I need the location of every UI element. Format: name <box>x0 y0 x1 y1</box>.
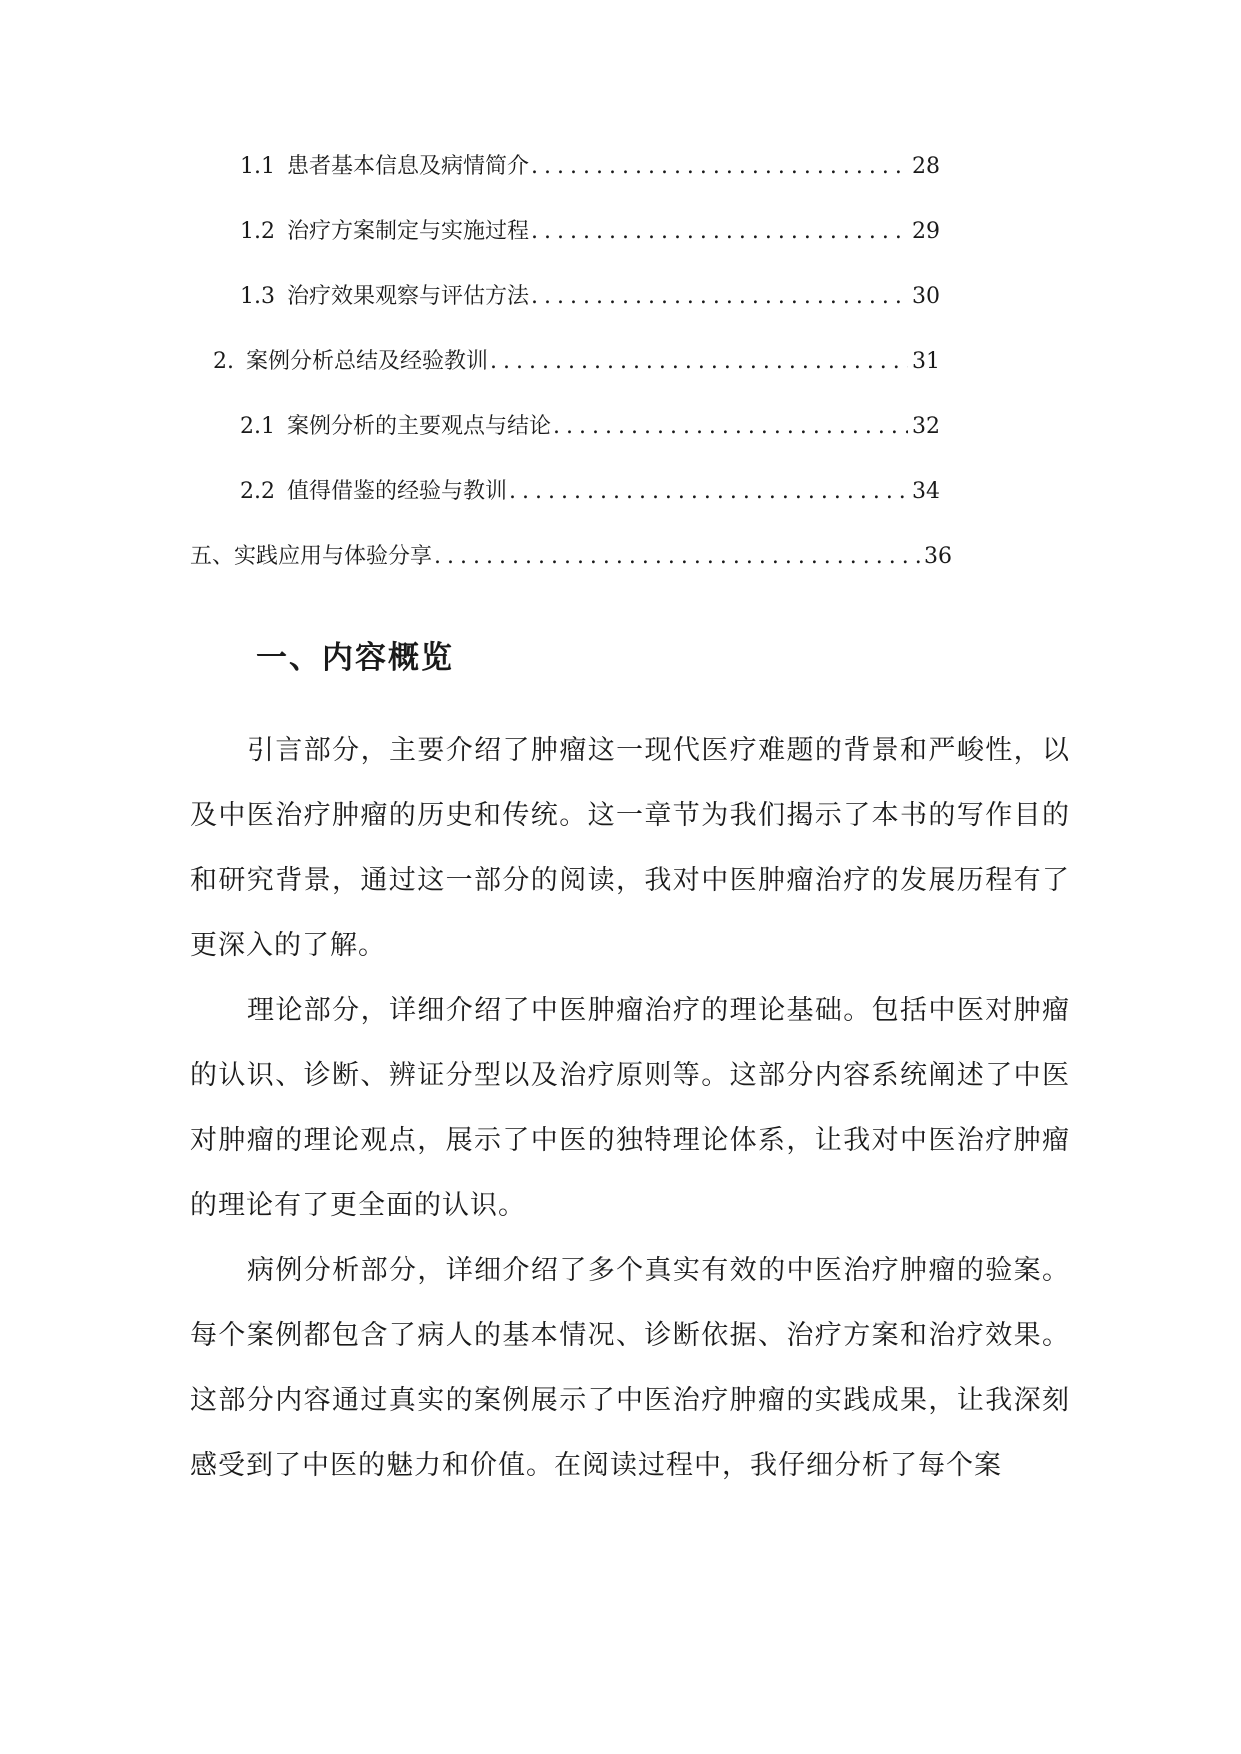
toc-entry[interactable] <box>190 542 952 572</box>
toc-dot-leader <box>551 412 908 442</box>
toc-entry-page: 28 <box>912 154 940 179</box>
toc-entry-page: 30 <box>912 284 940 309</box>
toc-entry-page: 34 <box>912 479 940 504</box>
toc-entry-number: 1.1 <box>240 154 275 179</box>
toc-entry[interactable] <box>240 412 940 442</box>
toc-dot-leader <box>488 347 908 377</box>
toc-entry[interactable] <box>240 282 940 312</box>
toc-entry-number: 1.3 <box>240 284 275 309</box>
toc-entry-title: 案例分析的主要观点与结论 <box>287 414 552 439</box>
toc-dot-leader <box>529 282 908 312</box>
toc-dot-leader <box>529 217 908 247</box>
section-body <box>190 718 1070 1498</box>
toc-entry[interactable] <box>240 477 940 507</box>
toc-entry-title: 案例分析总结及经验教训 <box>246 349 489 374</box>
toc-entry-page: 36 <box>924 544 952 569</box>
paragraph: 理论部分，详细介绍了中医肿瘤治疗的理论基础。包括中医对肿瘤的认识、诊断、辨证分型以及治疗原则等。这部分内容系统阐述了中医对肿瘤的理论观点，展示了中医的独特理论体系，让我对中医治疗肿瘤的理论有了更全面的认识。 <box>190 995 1070 1221</box>
paragraph: 病例分析部分，详细介绍了多个真实有效的中医治疗肿瘤的验案。每个案例都包含了病人的基本情况、诊断依据、治疗方案和治疗效果。这部分内容通过真实的案例展示了中医治疗肿瘤的实践成果，让我深刻感受到了中医的魅力和价值。在阅读过程中，我仔细分析了每个案 <box>190 1255 1070 1481</box>
toc-entry-page: 29 <box>912 219 940 244</box>
toc-entry-number: 2. <box>213 349 234 374</box>
toc-dot-leader <box>507 477 908 507</box>
toc-entry[interactable] <box>213 347 940 377</box>
toc-entry-title: 值得借鉴的经验与教训 <box>287 479 508 504</box>
toc-dot-leader <box>529 152 908 182</box>
toc-entry[interactable] <box>240 152 940 182</box>
toc-entry-page: 32 <box>912 414 940 439</box>
toc-entry[interactable] <box>240 217 940 247</box>
toc-entry-number: 2.2 <box>240 479 275 504</box>
toc-entry-page: 31 <box>912 349 940 374</box>
toc-entry-title: 患者基本信息及病情简介 <box>287 154 530 179</box>
section-heading: 一、内容概览 <box>256 640 454 676</box>
toc-entry-title: 五、实践应用与体验分享 <box>190 544 433 569</box>
toc-entry-number: 1.2 <box>240 219 275 244</box>
toc-entry-title: 治疗方案制定与实施过程 <box>287 219 530 244</box>
toc-entry-number: 2.1 <box>240 414 275 439</box>
toc-dot-leader <box>432 542 920 572</box>
paragraph: 引言部分，主要介绍了肿瘤这一现代医疗难题的背景和严峻性，以及中医治疗肿瘤的历史和传统。这一章节为我们揭示了本书的写作目的和研究背景，通过这一部分的阅读，我对中医肿瘤治疗的发展历程有了更深入的了解。 <box>190 735 1070 961</box>
toc-entry-title: 治疗效果观察与评估方法 <box>287 284 530 309</box>
